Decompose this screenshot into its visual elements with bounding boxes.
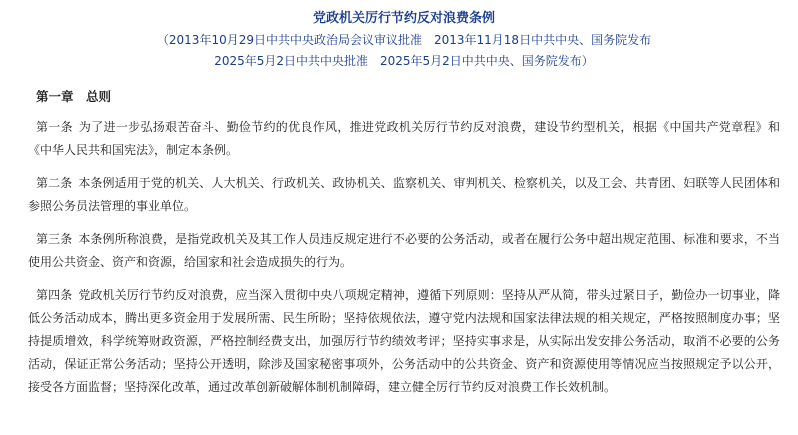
article-number: 第二条 (36, 176, 73, 190)
history-line-2: 2025年5月2日中共中央批准 2025年5月2日中共中央、国务院发布） (214, 54, 594, 68)
history-line-1: （2013年10月29日中共中央政治局会议审议批准 2013年11月18日中共中央、国务院发布 (156, 33, 652, 47)
article-number: 第一条 (36, 120, 73, 134)
article-4 (28, 284, 780, 399)
article-text: 党政机关厉行节约反对浪费，应当深入贯彻中央八项规定精神，遵循下列原则：坚持从严从简，带头过紧日子，勤俭办一切事业，降低公务活动成本，腾出更多资金用于发展所需、民生所盼；坚持依规依法，遵守党内法规和国家法律法规的相关规定，严格按照制度办事；坚持提质增效，科学统筹财政资源，严格控制经费支出，加强厉行节约绩效考评；坚持实事求是，从实际出发安排公务活动，取消不必要的公务活动，保证正常公务活动；坚持公开透明，除涉及国家秘密事项外，公务活动中的公共资金、资产和资源使用等情况应当按照规定予以公开，接受各方面监督；坚持深化改革，通过改革创新破解体制机制障碍，建立健全厉行节约反对浪费工作长效机制。 (28, 288, 780, 394)
chapter-title: 第一章 总则 (36, 89, 112, 104)
document-title: 党政机关厉行节约反对浪费条例 (312, 11, 495, 26)
article-text: 本条例适用于党的机关、人大机关、行政机关、政协机关、监察机关、审判机关、检察机关，以及工会、共青团、妇联等人民团体和参照公务员法管理的事业单位。 (28, 176, 780, 213)
article-1 (28, 116, 780, 162)
article-3 (28, 228, 780, 274)
article-text: 本条例所称浪费，是指党政机关及其工作人员违反规定进行不必要的公务活动，或者在履行公务中超出规定范围、标准和要求，不当使用公共资金、资产和资源，给国家和社会造成损失的行为。 (28, 232, 780, 269)
article-number: 第三条 (36, 232, 73, 246)
article-2 (28, 172, 780, 218)
article-text: 为了进一步弘扬艰苦奋斗、勤俭节约的优良作风，推进党政机关厉行节约反对浪费，建设节约型机关，根据《中国共产党章程》和《中华人民共和国宪法》，制定本条例。 (28, 120, 780, 157)
article-number: 第四条 (36, 288, 73, 302)
